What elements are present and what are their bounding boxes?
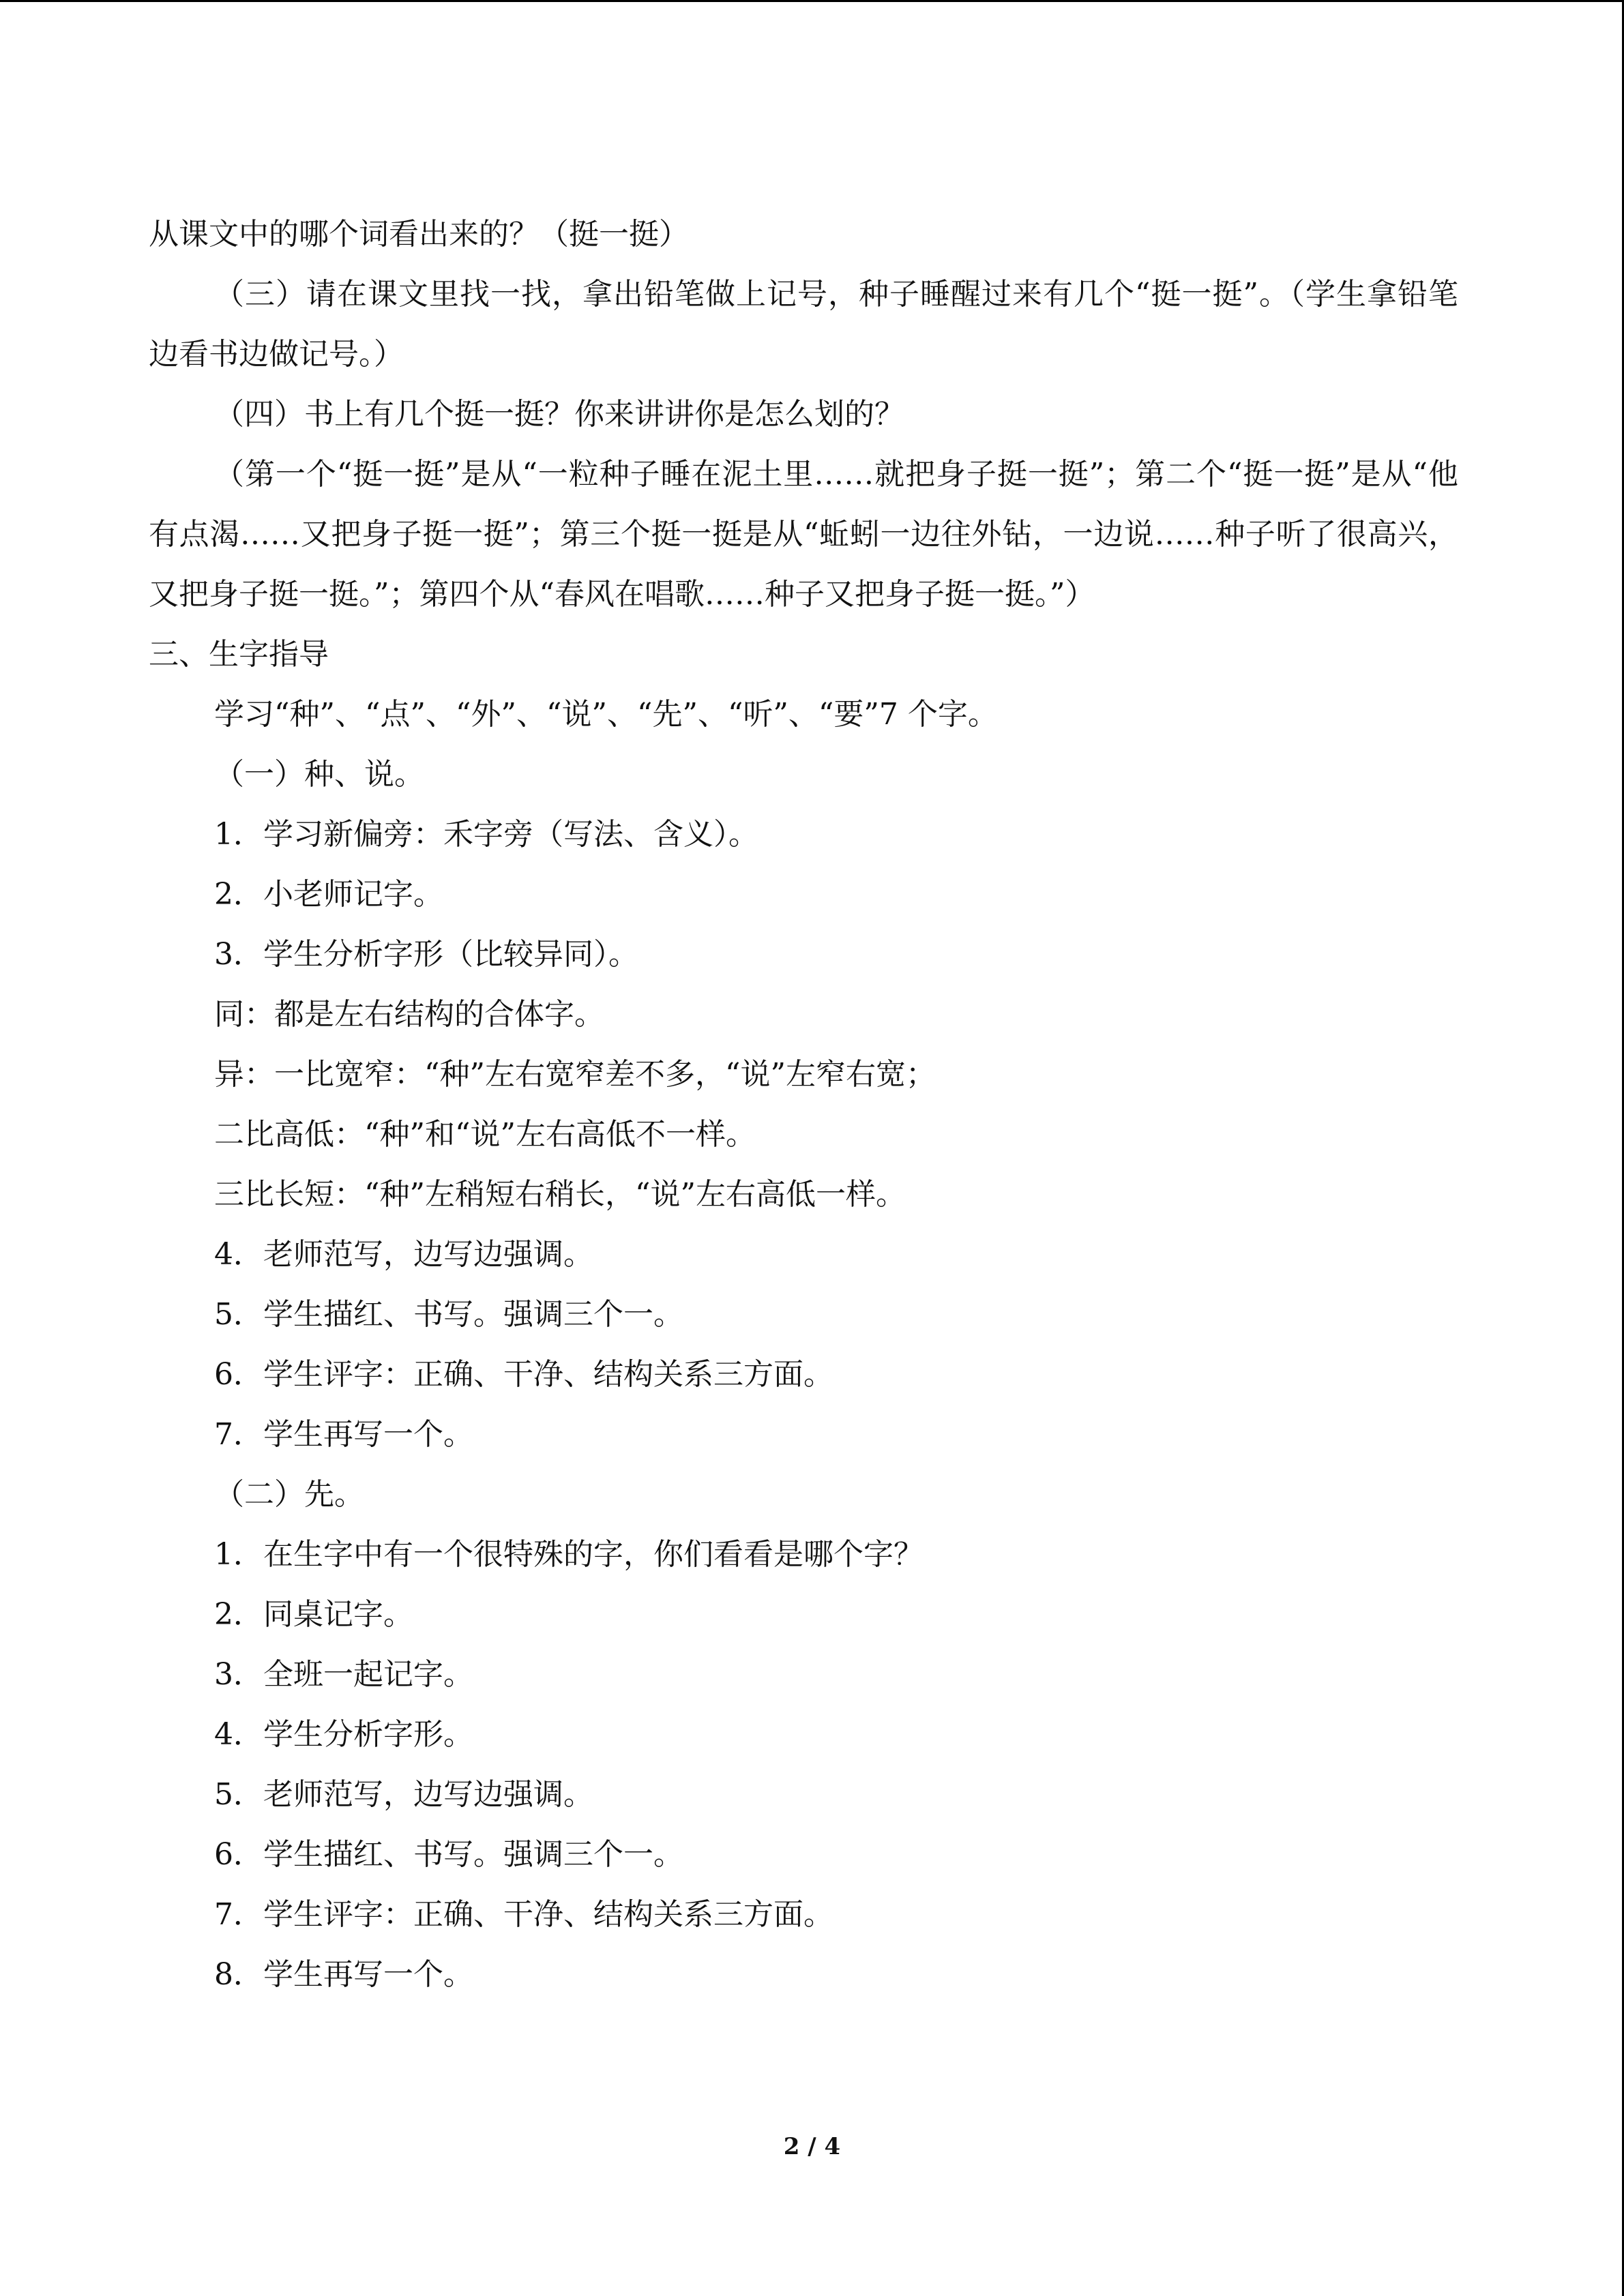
text-line: 学习“种”、“点”、“外”、“说”、“先”、“听”、“要”7 个字。 (214, 697, 998, 732)
paragraph-search-task: （三）请在课文里找一找，拿出铅笔做上记号，种子睡醒过来有几个“挺一挺”。（学生拿铅笔边看书边做记号。） (149, 277, 1458, 372)
list-item: 4．学生分析字形。 (214, 1717, 473, 1752)
list-item: 5．老师范写，边写边强调。 (214, 1777, 593, 1812)
text-line: 异：一比宽窄：“种”左右宽窄差不多，“说”左窄右宽； (214, 1057, 936, 1092)
text-line: 同：都是左右结构的合体字。 (214, 997, 604, 1032)
text-line: （四）书上有几个挺一挺？你来讲讲你是怎么划的？ (214, 397, 904, 432)
section-heading: 三、生字指导 (149, 637, 329, 672)
list-item: 7．学生评字：正确、干净、结构关系三方面。 (214, 1897, 833, 1932)
text-line: 三比长短：“种”左稍短右稍长，“说”左右高低一样。 (214, 1177, 906, 1212)
list-item: 4．老师范写，边写边强调。 (214, 1237, 593, 1272)
list-item: 8．学生再写一个。 (214, 1957, 473, 1992)
list-item: 6．学生评字：正确、干净、结构关系三方面。 (214, 1357, 833, 1392)
list-item: 6．学生描红、书写。强调三个一。 (214, 1837, 683, 1872)
subsection-heading: （二）先。 (214, 1477, 364, 1512)
list-item: 3．学生分析字形（比较异同）。 (214, 937, 638, 972)
list-item: 2．小老师记字。 (214, 877, 443, 912)
list-item: 5．学生描红、书写。强调三个一。 (214, 1297, 683, 1332)
subsection-heading: （一）种、说。 (214, 757, 424, 792)
list-item: 7．学生再写一个。 (214, 1417, 473, 1452)
list-item: 3．全班一起记字。 (214, 1657, 473, 1692)
page-number: 2 / 4 (783, 2133, 841, 2160)
list-item: 1．学习新偏旁：禾字旁（写法、含义）。 (214, 817, 758, 852)
text-line: 从课文中的哪个词看出来的？（挺一挺） (149, 217, 689, 252)
paragraph-answer: （第一个“挺一挺”是从“一粒种子睡在泥土里……就把身子挺一挺”；第二个“挺一挺”是从“他有点渴……又把身子挺一挺”；第三个挺一挺是从“蚯蚓一边往外钻，一边说……种子听了很高兴，又把身子挺一挺。”；第四个从“春风在唱歌……种子又把身子挺一挺。”） (149, 457, 1458, 612)
document-body (149, 205, 1458, 2005)
list-item: 2．同桌记字。 (214, 1597, 413, 1632)
list-item: 1．在生字中有一个很特殊的字，你们看看是哪个字？ (214, 1537, 924, 1572)
text-line: 二比高低：“种”和“说”左右高低不一样。 (214, 1117, 756, 1152)
